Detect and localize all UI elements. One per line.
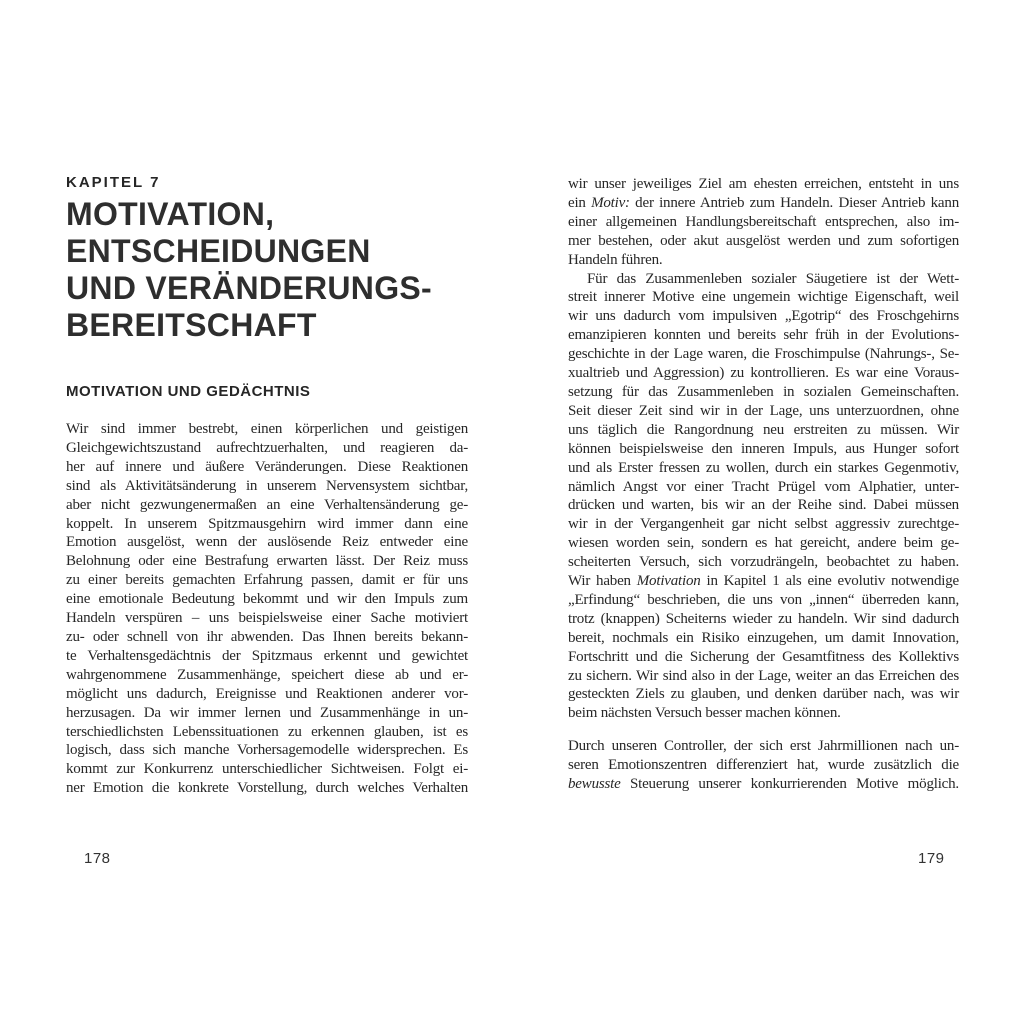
text-line: seren Emotionszentren differenziert hat, wurde zusätzlich die — [568, 757, 959, 774]
text-line: Belohnung oder eine Bestrafung erwarten lässt. Der Reiz muss — [66, 553, 468, 570]
paragraph — [66, 420, 468, 798]
page-number-left: 178 — [84, 850, 111, 867]
chapter-title-line: MOTIVATION, — [66, 196, 275, 232]
paragraph — [568, 175, 959, 270]
text-line: terschiedlichsten Lebenssituationen zu erkennen glauben, ist es — [66, 723, 468, 740]
text-line: einer allgemeinen Handlungsbereitschaft entsprechen, also im- — [568, 213, 959, 230]
text-line: können beispielsweise den inneren Impuls, aus Hunger sofort — [568, 440, 959, 457]
text-line: Seit dieser Zeit sind wir in der Lage, uns unterzuordnen, ohne — [568, 402, 959, 419]
text-line: sind als Aktivitätsänderung in unserem Nervensystem sichtbar, — [66, 477, 468, 494]
chapter-kicker: KAPITEL 7 — [66, 174, 161, 191]
text-line: kommt zur Konkurrenz unterschiedlicher Sichtweisen. Folgt ei- — [66, 761, 468, 778]
page-number-right: 179 — [918, 850, 945, 867]
text-line: setzung für das Zusammenleben in sozialen Gemeinschaften. — [568, 383, 959, 400]
chapter-title-line: ENTSCHEIDUNGEN — [66, 233, 371, 269]
chapter-title — [66, 196, 486, 344]
text-line: gesteckten Ziels zu glauben, und denken darüber nach, was wir — [568, 686, 959, 703]
text-line: wir uns dadurch vom impulsiven „Egotrip“ des Froschgehirns — [568, 308, 959, 325]
text-line: beim nächsten Versuch besser machen können. — [568, 705, 841, 722]
text-line: möglicht uns dadurch, Ereignisse und Reaktionen anderer vor- — [66, 685, 468, 702]
chapter-title-line: UND VERÄNDERUNGS- — [66, 270, 433, 306]
text-line: trotz (knappen) Scheiterns wieder zu handeln. Wir sind dadurch — [568, 610, 959, 627]
text-line: geschichte in der Lage waren, die Froschimpulse (Nahrungs-, Se- — [568, 346, 959, 363]
text-line: eine emotionale Bedeutung bekommt und wir den Impuls zum — [66, 591, 468, 608]
text-line: xualtrieb und Aggression) zu kontrollieren. Es war eine Voraus- — [568, 365, 959, 382]
section-heading: MOTIVATION UND GEDÄCHTNIS — [66, 383, 311, 400]
text-line: streit innerer Motive eine ungemein wichtige Eigenschaft, weil — [568, 289, 959, 306]
text-line: Wir haben Motivation in Kapitel 1 als eine evolutiv notwendige — [568, 573, 959, 590]
text-line: Wir sind immer bestrebt, einen körperlichen und geistigen — [66, 421, 468, 437]
text-line: Fortschritt und die Sicherung der Gesamtfitness des Kollektivs — [568, 648, 959, 665]
text-line: emanzipieren konnten und bereits sehr früh in der Evolutions- — [568, 327, 959, 344]
text-line: wiesen worden sein, sondern es hat gereicht, andere beim ge- — [568, 535, 959, 552]
text-line: bewusste Steuerung unserer konkurrierenden Motive möglich. — [568, 776, 959, 793]
text-line: scheiterten Versuch, sich vorzudrängeln, beobachtet zu haben. — [568, 554, 959, 571]
text-line: herzusagen. Da wir immer lernen und Zusammenhänge in un- — [66, 704, 468, 721]
text-line: wir unser jeweiliges Ziel am ehesten erreichen, entsteht in uns — [568, 176, 959, 192]
paragraph — [568, 270, 959, 724]
text-line: mer bestehen, oder akut ausgelöst werden und zum sofortigen — [568, 232, 959, 249]
text-line: Emotion ausgelöst, wenn der auslösende Reiz entweder eine — [66, 534, 468, 551]
text-line: bereit, nochmals ein Risiko einzugehen, um damit Innovation, — [568, 629, 959, 646]
text-line: nämlich Angst vor einer Tracht Prügel vom Alphatier, unter- — [568, 478, 959, 495]
text-line: te Verhaltensgedächtnis der Spitzmaus erkennt und gewichtet — [66, 647, 468, 664]
text-line: Durch unseren Controller, der sich erst Jahrmillionen nach un- — [568, 738, 959, 755]
text-line: uns täglich die Rangordnung neu erstreiten zu müssen. Wir — [568, 421, 959, 438]
text-line: wahrgenommene Zusammenhänge, speichert diese ab und er- — [66, 666, 468, 683]
text-line: aber nicht gezwungenermaßen an eine Verhaltensänderung ge- — [66, 496, 468, 513]
text-line: Handeln führen. — [568, 251, 663, 268]
text-line: und als Erster fressen zu wollen, durch ein starkes Gegenmotiv, — [568, 459, 959, 476]
body-text-right — [568, 175, 959, 794]
text-line: „Erfindung“ beschrieben, die uns von „innen“ überreden kann, — [568, 591, 959, 608]
text-line: koppelt. In unserem Spitzmausgehirn wird immer dann eine — [66, 515, 468, 532]
text-line: ein Motiv: der innere Antrieb zum Handeln. Dieser Antrieb kann — [568, 194, 959, 211]
text-line: Gleichgewichtszustand aufrechtzuerhalten, und reagieren da- — [66, 439, 468, 456]
text-line: zu- oder schnell von ihr abwenden. Das Ihnen bereits bekann- — [66, 628, 468, 645]
text-line: logisch, dass sich manche Vorhersagemodelle widersprechen. Es — [66, 742, 468, 759]
paragraph — [568, 737, 959, 794]
text-line: drücken und warten, bis wir an der Reihe sind. Dabei müssen — [568, 497, 959, 514]
text-line: Handeln verspüren – uns beispielsweise einer Sache motiviert — [66, 610, 468, 627]
text-line: Für das Zusammenleben sozialer Säugetiere ist der Wett- — [587, 270, 959, 287]
text-line: her auf innere und äußere Veränderungen. Diese Reaktionen — [66, 458, 468, 475]
text-line: zu einer bereits gemachten Erfahrung passen, damit er für uns — [66, 572, 468, 589]
text-line: zu sichern. Wir sind also in der Lage, weiter an das Erreichen des — [568, 667, 959, 684]
text-line: wir in der Vergangenheit gar nicht selbst aggressiv zurechtge- — [568, 516, 959, 533]
body-text-left — [66, 420, 468, 798]
chapter-title-line: BEREITSCHAFT — [66, 307, 317, 343]
text-line: ner Emotion die konkrete Vorstellung, durch welches Verhalten — [66, 780, 468, 797]
